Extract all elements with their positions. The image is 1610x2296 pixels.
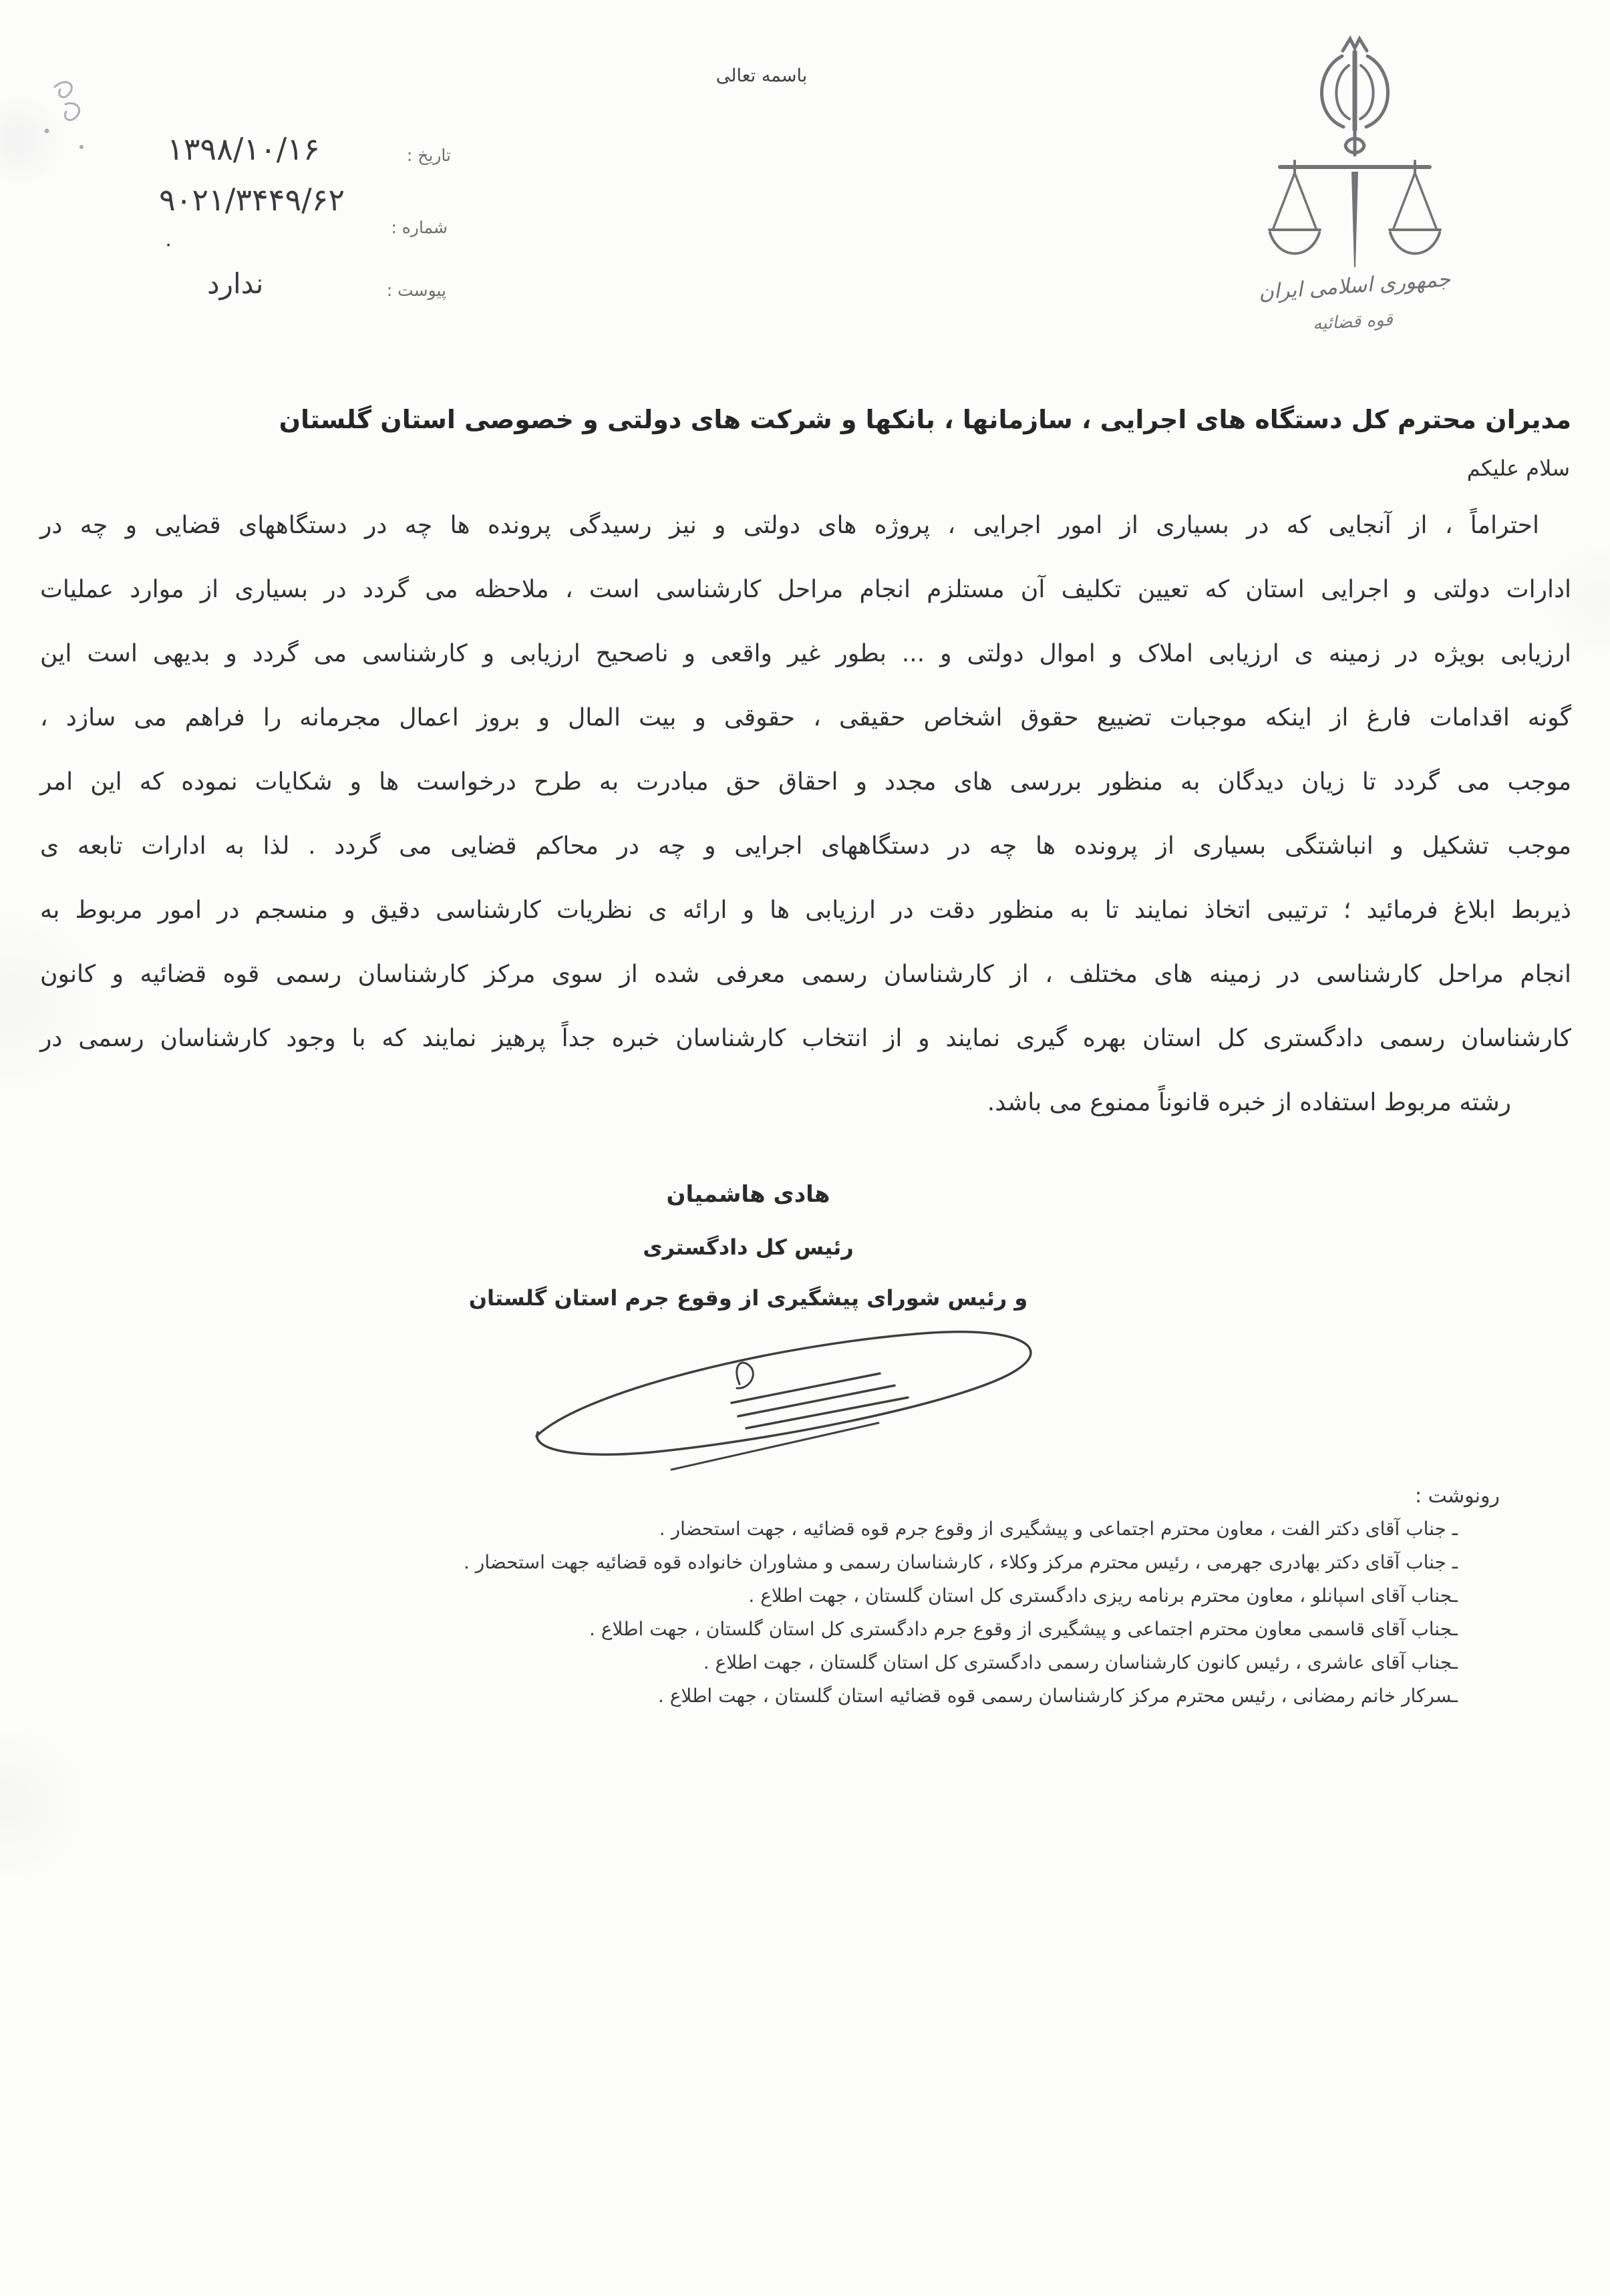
org-name-calligraphy: جمهوری اسلامی ایران xyxy=(1257,267,1452,305)
body-line: رشته مربوط استفاده از خبره قانوناً ممنوع می باشد. xyxy=(987,1089,1511,1116)
signature-block xyxy=(434,1181,1062,1311)
body-line: گونه اقدامات فارغ از اینکه موجبات تضییع حقوق اشخاص حقیقی ، حقوقی و بیت المال و بروز اعمال مجرمانه را فراهم می سازد ، xyxy=(40,704,1571,731)
body-line: کارشناسان رسمی دادگستری کل استان بهره گیری نمایند و از انتخاب کارشناسان خبره جداً پرهیز نمایند که با وجود کارشناسان رسمی در xyxy=(40,1025,1571,1052)
attachment-value: ندارد xyxy=(207,267,264,300)
attachment-label: پیوست : xyxy=(386,281,446,300)
cc-list xyxy=(80,1518,1458,1718)
cc-item: ـسرکار خانم رمضانی ، رئیس محترم مرکز کارشناسان رسمی قوه قضائیه استان گلستان ، جهت اطلاع . xyxy=(657,1685,1458,1707)
cc-item: ـ جناب آقای دکتر الفت ، معاون محترم اجتماعی و پیشگیری از وقوع جرم قوه قضائیه ، جهت استحضار . xyxy=(659,1518,1458,1540)
judiciary-emblem xyxy=(1239,28,1470,342)
body-line: ادارات دولتی و اجرایی استان که تعیین تکلیف آن مستلزم انجام مراحل کارشناسی است ، ملاحظه می گردد در بسیاری از موارد عملیات xyxy=(40,576,1571,603)
ref-number-value: ۹۰۲۱/۳۴۴۹/۶۲ xyxy=(159,182,345,218)
besmele-heading: باسمه تعالی xyxy=(715,65,808,86)
salutation: سلام علیکم xyxy=(1466,456,1570,481)
handwritten-mark xyxy=(35,75,98,162)
cc-item: ـ جناب آقای دکتر بهادری جهرمی ، رئیس محترم مرکز وکلاء ، کارشناسان رسمی و مشاوران خانواده قوه قضائیه جهت استحضار . xyxy=(464,1551,1458,1573)
signatory-title-2: و رئیس شورای پیشگیری از وقوع جرم استان گلستان xyxy=(468,1285,1028,1311)
signatory-title-1: رئیس کل دادگستری xyxy=(643,1235,854,1260)
recipient-line: مدیران محترم کل دستگاه های اجرایی ، سازمانها ، بانکها و شرکت های دولتی و خصوصی استان گلستان xyxy=(279,405,1571,434)
date-label: تاریخ : xyxy=(406,146,451,165)
ref-number-stray-dot: ۰ xyxy=(163,232,174,256)
ref-number-label: شماره : xyxy=(391,218,448,237)
body-line: ذیربط ابلاغ فرمائید ؛ ترتیبی اتخاذ نمایند تا به منظور دقت در ارزیابی ها و ارائه ی نظریات کارشناسی دقیق و منسجم در امور مربوط به xyxy=(40,896,1571,924)
org-division-calligraphy: قوه قضائیه xyxy=(1312,309,1394,335)
cc-item: ـجناب آقای قاسمی معاون محترم اجتماعی و پیشگیری از وقوع جرم دادگستری کل استان گلستان ، جهت اطلاع . xyxy=(589,1618,1458,1640)
body-line: ارزیابی بویژه در زمینه ی ارزیابی املاک و اموال دولتی و ... بطور غیر واقعی و ناصحیح ارزیابی و کارشناسی می گردد و بدیهی است این xyxy=(40,640,1571,667)
body-line: موجب می گردد تا زیان دیدگان به منظور بررسی های مجدد و احقاق حق مبادرت به طرح درخواست ها و شکایات نموده که این امر xyxy=(40,768,1571,796)
date-value: ۱۳۹۸/۱۰/۱۶ xyxy=(167,131,320,167)
body-line: موجب تشکیل و انباشتگی بسیاری از پرونده ها چه در دستگاههای اجرایی و چه در محاکم قضایی می گردد . لذا به ادارات تابعه ی xyxy=(40,832,1571,860)
scales-of-justice-icon xyxy=(1241,28,1468,272)
signatory-name: هادی هاشمیان xyxy=(666,1181,830,1208)
body-line: احتراماً ، از آنجایی که در بسیاری از امور اجرایی ، پروژه های دولتی و نیز رسیدگی پرونده ها چه در دستگاههای قضایی و چه در xyxy=(40,512,1539,539)
body-paragraph xyxy=(40,512,1571,1153)
cc-item: ـجناب آقای عاشری ، رئیس کانون کارشناسان رسمی دادگستری کل استان گلستان ، جهت اطلاع . xyxy=(703,1651,1458,1673)
body-line: انجام مراحل کارشناسی در زمینه های مختلف ، از کارشناسان رسمی معرفی شده از سوی مرکز کارشناسان رسمی قوه قضائیه و کانون xyxy=(40,961,1571,988)
cc-label: رونوشت : xyxy=(1414,1484,1500,1508)
signature-scrawl xyxy=(504,1317,1059,1478)
cc-item: ـجناب آقای اسپانلو ، معاون محترم برنامه ریزی دادگستری کل استان گلستان ، جهت اطلاع . xyxy=(748,1585,1458,1607)
